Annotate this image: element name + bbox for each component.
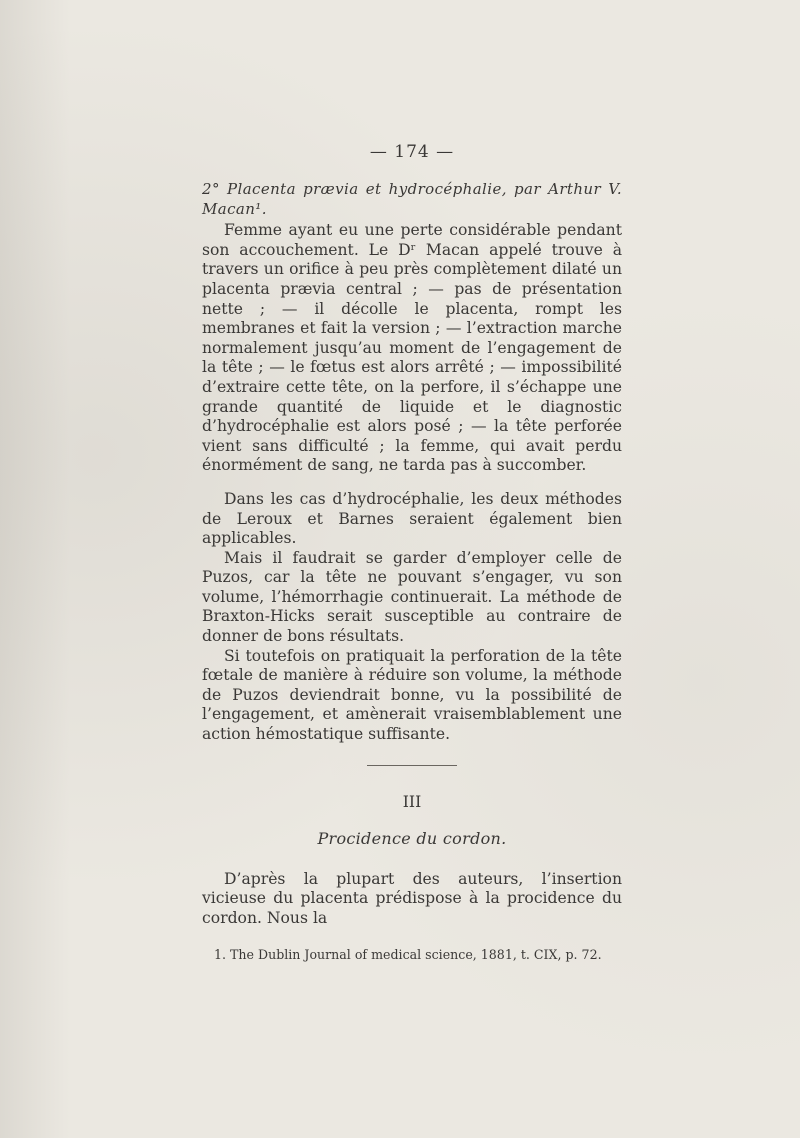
paragraph-methods: Dans les cas d’hydrocéphalie, les deux méthodes de Leroux et Barnes seraient également bien applicables.	[202, 489, 622, 548]
case-title: 2° Placenta prævia et hydrocéphalie, par Arthur V. Macan¹.	[202, 180, 622, 218]
section-separator	[367, 765, 457, 766]
paragraph-puzos-warning: Mais il faudrait se garder d’employer celle de Puzos, car la tête ne pouvant s’engager, vu son volume, l’hémorrhagie continuerait. La méthode de Braxton-Hicks serait susceptible au contraire de donner de bons résultats.	[202, 548, 622, 646]
paragraph-case-description: Femme ayant eu une perte considérable pendant son accouchement. Le Dʳ Macan appelé trouve à travers un orifice à peu près complètement dilaté un placenta prævia central ; — pas de présentation nette ; — il décolle le placenta, rompt les membranes et fait la version ; — l’extraction marche normalement jusqu’au moment de l’engagement de la tête ; — le fœtus est alors arrêté ; — impossibilité d’extraire cette tête, on la perfore, il s’échappe une grande quantité de liquide et le diagnostic d’hydrocéphalie est alors posé ; — la tête perforée vient sans difficulté ; la femme, qui avait perdu énormément de sang, ne tarda pas à succomber.	[202, 221, 622, 475]
text-block	[202, 140, 622, 963]
paragraph-gap	[202, 476, 622, 490]
section-number: III	[402, 792, 422, 811]
section-title: Procidence du cordon.	[317, 828, 507, 848]
page-edge-shadow	[0, 0, 70, 1138]
footnote: 1. The Dublin Journal of medical science, 1881, t. CIX, p. 72.	[214, 947, 602, 963]
page-number: — 174 —	[369, 142, 455, 162]
paragraph-perforation: Si toutefois on pratiquait la perforation de la tête fœtale de manière à réduire son volume, la méthode de Puzos deviendrait bonne, vu la possibilité de l’engagement, et amènerait vraisemblablement une action hémostatique suffisante.	[202, 646, 622, 744]
paragraph-procidence: D’après la plupart des auteurs, l’insertion vicieuse du placenta prédispose à la procidence du cordon. Nous la	[202, 869, 622, 927]
